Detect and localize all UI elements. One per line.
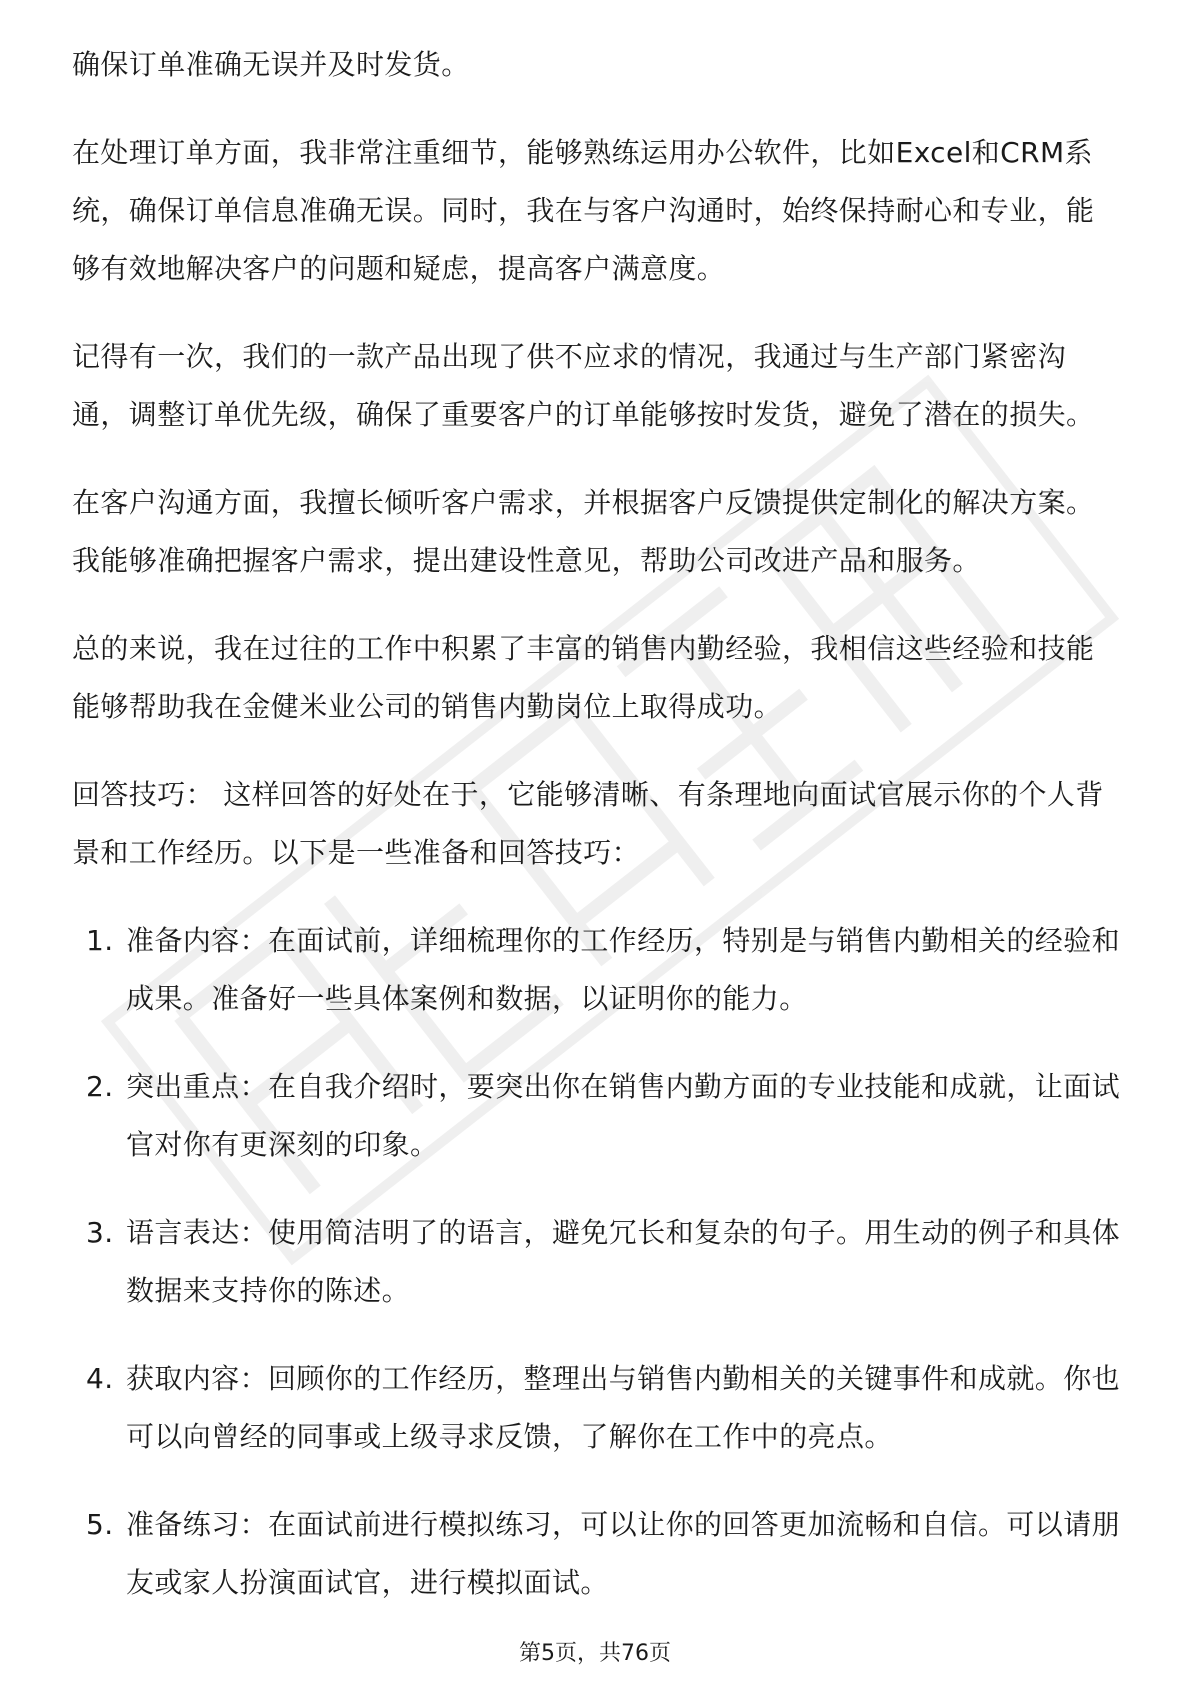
paragraph-summary: 总的来说，我在过往的工作中积累了丰富的销售内勤经验，我相信这些经验和技能能够帮助我在金健米业公司的销售内勤岗位上取得成功。 [72, 632, 1095, 723]
paragraph-supply-story: 记得有一次，我们的一款产品出现了供不应求的情况，我通过与生产部门紧密沟通，调整订单优先级，确保了重要客户的订单能够按时发货，避免了潜在的损失。 [72, 340, 1095, 431]
list-item-number: 3. [86, 1216, 114, 1249]
page-number-footer: 第5页，共76页 [519, 1641, 671, 1666]
list-item-text: 准备内容：在面试前，详细梳理你的工作经历，特别是与销售内勤相关的经验和成果。准备好一些具体案例和数据，以证明你的能力。 [126, 924, 1121, 1015]
list-item-number: 1. [86, 924, 114, 957]
paragraph-answer-tips-intro: 回答技巧： 这样回答的好处在于，它能够清晰、有条理地向面试官展示你的个人背景和工作经历。以下是一些准备和回答技巧： [72, 778, 1104, 869]
list-item [72, 1058, 1122, 1174]
list-item-text: 语言表达：使用简洁明了的语言，避免冗长和复杂的句子。用生动的例子和具体数据来支持你的陈述。 [126, 1216, 1121, 1307]
list-item-number: 2. [86, 1070, 114, 1103]
tips-list [72, 912, 1122, 1612]
paragraph-order-accuracy: 确保订单准确无误并及时发货。 [72, 48, 470, 81]
paragraph-order-handling: 在处理订单方面，我非常注重细节，能够熟练运用办公软件，比如Excel和CRM系统，确保订单信息准确无误。同时，我在与客户沟通时，始终保持耐心和专业，能够有效地解决客户的问题和疑虑，提高客户满意度。 [72, 136, 1095, 285]
list-item-text: 突出重点：在自我介绍时，要突出你在销售内勤方面的专业技能和成就，让面试官对你有更深刻的印象。 [126, 1070, 1121, 1161]
list-item [72, 1350, 1122, 1466]
list-item-number: 4. [86, 1362, 114, 1395]
list-item-number: 5. [86, 1508, 114, 1541]
list-item [72, 912, 1122, 1028]
list-item [72, 1204, 1122, 1320]
paragraph-customer-communication: 在客户沟通方面，我擅长倾听客户需求，并根据客户反馈提供定制化的解决方案。我能够准确把握客户需求，提出建设性意见，帮助公司改进产品和服务。 [72, 486, 1095, 577]
list-item-text: 获取内容：回顾你的工作经历，整理出与销售内勤相关的关键事件和成就。你也可以向曾经的同事或上级寻求反馈，了解你在工作中的亮点。 [126, 1362, 1121, 1453]
list-item-text: 准备练习：在面试前进行模拟练习，可以让你的回答更加流畅和自信。可以请朋友或家人扮演面试官，进行模拟面试。 [126, 1508, 1121, 1599]
document-page [72, 36, 1122, 1642]
list-item [72, 1496, 1122, 1612]
